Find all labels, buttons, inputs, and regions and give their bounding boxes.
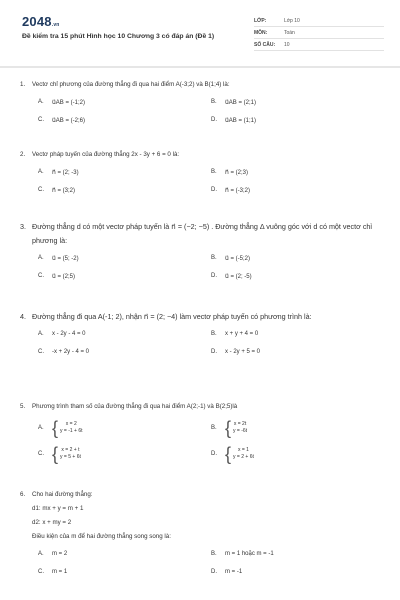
options (38, 418, 385, 464)
question-text: Vectơ chỉ phương của đường thẳng đi qua hai điểm A(-3;2) và B(1;4) là: (32, 81, 230, 88)
option-c[interactable] (38, 566, 211, 578)
logo-text: 2048 (22, 14, 52, 29)
option-letter: B . (211, 255, 225, 261)
option-text: x - 2y + 5 = 0 (225, 349, 261, 355)
param-line-1: x = 2t (233, 421, 247, 427)
option-d[interactable] (211, 566, 384, 578)
meta-row-count (254, 39, 384, 51)
option-text: m = -1 (225, 569, 243, 575)
question-text: Đường thẳng đi qua A(-1; 2), nhận n⃗ = (2; −4) làm vectơ pháp tuyến có phương trình là: (32, 312, 312, 321)
question-5 (20, 400, 385, 464)
meta-value: Toán (284, 29, 295, 36)
option-text: n⃗ = (2; -3) (52, 169, 79, 176)
options (38, 548, 385, 578)
option-b[interactable] (211, 252, 384, 264)
option-d[interactable] (211, 444, 384, 464)
question-text: Vectơ pháp tuyến của đường thẳng 2x - 3y + 6 = 0 là: (32, 151, 180, 158)
option-letter: B . (211, 169, 225, 175)
brace-icon: { (225, 418, 232, 438)
options (38, 328, 385, 358)
param-line-1: x = 2 + t (61, 447, 80, 453)
option-letter: D . (211, 451, 225, 457)
meta-row-subject (254, 27, 384, 39)
meta-value: 10 (284, 41, 290, 48)
option-letter: A . (38, 255, 52, 261)
question-number: 3 . (20, 220, 32, 248)
option-letter: B . (211, 551, 225, 557)
option-text: u⃗ = (-5;2) (225, 255, 250, 262)
question-number: 5 . (20, 400, 32, 414)
option-b[interactable] (211, 548, 384, 560)
option-text: n⃗ = (-3;2) (225, 187, 250, 194)
question-number: 6 . (20, 488, 32, 502)
option-letter: B . (211, 331, 225, 337)
question-number: 2 . (20, 148, 32, 162)
option-b[interactable] (211, 166, 384, 178)
brace-icon: { (52, 418, 59, 438)
option-text: x + y + 4 = 0 (225, 331, 259, 337)
option-text: m = 1 hoặc m = -1 (225, 551, 274, 557)
site-logo[interactable] (22, 14, 60, 29)
param-line-2: y = -1 + 6t (60, 428, 83, 434)
option-a[interactable] (38, 252, 211, 264)
document-header (0, 0, 400, 62)
option-letter: C . (38, 273, 52, 279)
line-d1: d1: mx + y = m + 1 (32, 505, 84, 512)
options (38, 166, 385, 196)
option-c[interactable] (38, 114, 211, 126)
option-letter: C . (38, 349, 52, 355)
option-d[interactable] (211, 114, 384, 126)
option-c[interactable] (38, 346, 211, 358)
logo-suffix: .vn (51, 22, 60, 28)
param-system (60, 447, 81, 461)
option-letter: B . (211, 99, 225, 105)
option-d[interactable] (211, 270, 384, 282)
option-a[interactable] (38, 166, 211, 178)
condition-text: Điều kiện của m để hai đường thẳng song song là: (32, 533, 171, 540)
meta-table (254, 15, 384, 51)
option-letter: A . (38, 99, 52, 105)
meta-label: MÔN: (254, 29, 268, 36)
question-4 (20, 310, 385, 358)
option-d[interactable] (211, 184, 384, 196)
option-text: u⃗AB = (1;1) (225, 117, 256, 124)
header-divider (0, 66, 400, 68)
param-line-1: x = 2 (65, 421, 77, 427)
question-3 (20, 220, 385, 282)
question-number: 1 . (20, 78, 32, 92)
option-letter: D . (211, 273, 225, 279)
option-letter: C . (38, 187, 52, 193)
question-1 (20, 78, 385, 126)
option-letter: D . (211, 187, 225, 193)
option-text: m = 1 (52, 569, 68, 575)
option-text: n⃗ = (2;3) (225, 169, 248, 176)
option-letter: C . (38, 451, 52, 457)
option-a[interactable] (38, 418, 211, 438)
question-text: Phương trình tham số của đường thẳng đi qua hai điểm A(2;-1) và B(2;5)là (32, 403, 238, 410)
option-text: m = 2 (52, 551, 68, 557)
question-text: Đường thẳng d có một vectơ pháp tuyến là n⃗ = (−2; −5) . Đường thẳng Δ vuông góc với d có một vectơ chỉ phương là: (32, 222, 373, 245)
param-line-2: y = 2 + 6t (233, 454, 254, 460)
param-line-2: y = 5 + 6t (60, 454, 81, 460)
option-text: x - 2y - 4 = 0 (52, 331, 86, 337)
option-letter: A . (38, 551, 52, 557)
option-text: u⃗AB = (2;1) (225, 99, 256, 106)
option-b[interactable] (211, 96, 384, 108)
option-text: u⃗ = (2; -5) (225, 273, 252, 280)
option-d[interactable] (211, 346, 384, 358)
meta-label: LỚP: (254, 17, 267, 24)
param-system (233, 421, 247, 435)
question-number: 4 . (20, 310, 32, 324)
option-b[interactable] (211, 328, 384, 340)
question-2 (20, 148, 385, 196)
option-letter: A . (38, 169, 52, 175)
option-letter: C . (38, 569, 52, 575)
meta-label: SỐ CÂU: (254, 41, 276, 48)
option-text: u⃗ = (2;5) (52, 273, 75, 280)
option-a[interactable] (38, 96, 211, 108)
param-system (233, 447, 254, 461)
option-c[interactable] (38, 184, 211, 196)
option-text: u⃗AB = (-1;2) (52, 99, 85, 106)
line-d2: d2: x + my = 2 (32, 519, 72, 526)
option-text: u⃗ = (5; -2) (52, 255, 79, 262)
option-text: n⃗ = (3;2) (52, 187, 75, 194)
option-letter: A . (38, 425, 52, 431)
option-letter: B . (211, 425, 225, 431)
option-letter: D . (211, 569, 225, 575)
option-a[interactable] (38, 328, 211, 340)
brace-icon: { (225, 444, 232, 464)
option-c[interactable] (38, 270, 211, 282)
meta-value: Lớp 10 (284, 17, 300, 24)
option-b[interactable] (211, 418, 384, 438)
options (38, 96, 385, 126)
option-a[interactable] (38, 548, 211, 560)
options (38, 252, 385, 282)
option-text: u⃗AB = (-2;6) (52, 117, 85, 124)
option-c[interactable] (38, 444, 211, 464)
param-system (60, 421, 83, 435)
param-line-1: x = 1 (237, 447, 249, 453)
option-letter: A . (38, 331, 52, 337)
option-letter: D . (211, 117, 225, 123)
option-text: -x + 2y - 4 = 0 (52, 349, 90, 355)
option-letter: C . (38, 117, 52, 123)
brace-icon: { (52, 444, 59, 464)
meta-row-class (254, 15, 384, 27)
param-line-2: y = -6t (233, 428, 248, 434)
page-title: Đề kiểm tra 15 phút Hình học 10 Chương 3 có đáp án (Đề 1) (22, 33, 215, 40)
question-6 (20, 488, 385, 578)
option-letter: D . (211, 349, 225, 355)
question-text: Cho hai đường thẳng: (32, 491, 93, 498)
